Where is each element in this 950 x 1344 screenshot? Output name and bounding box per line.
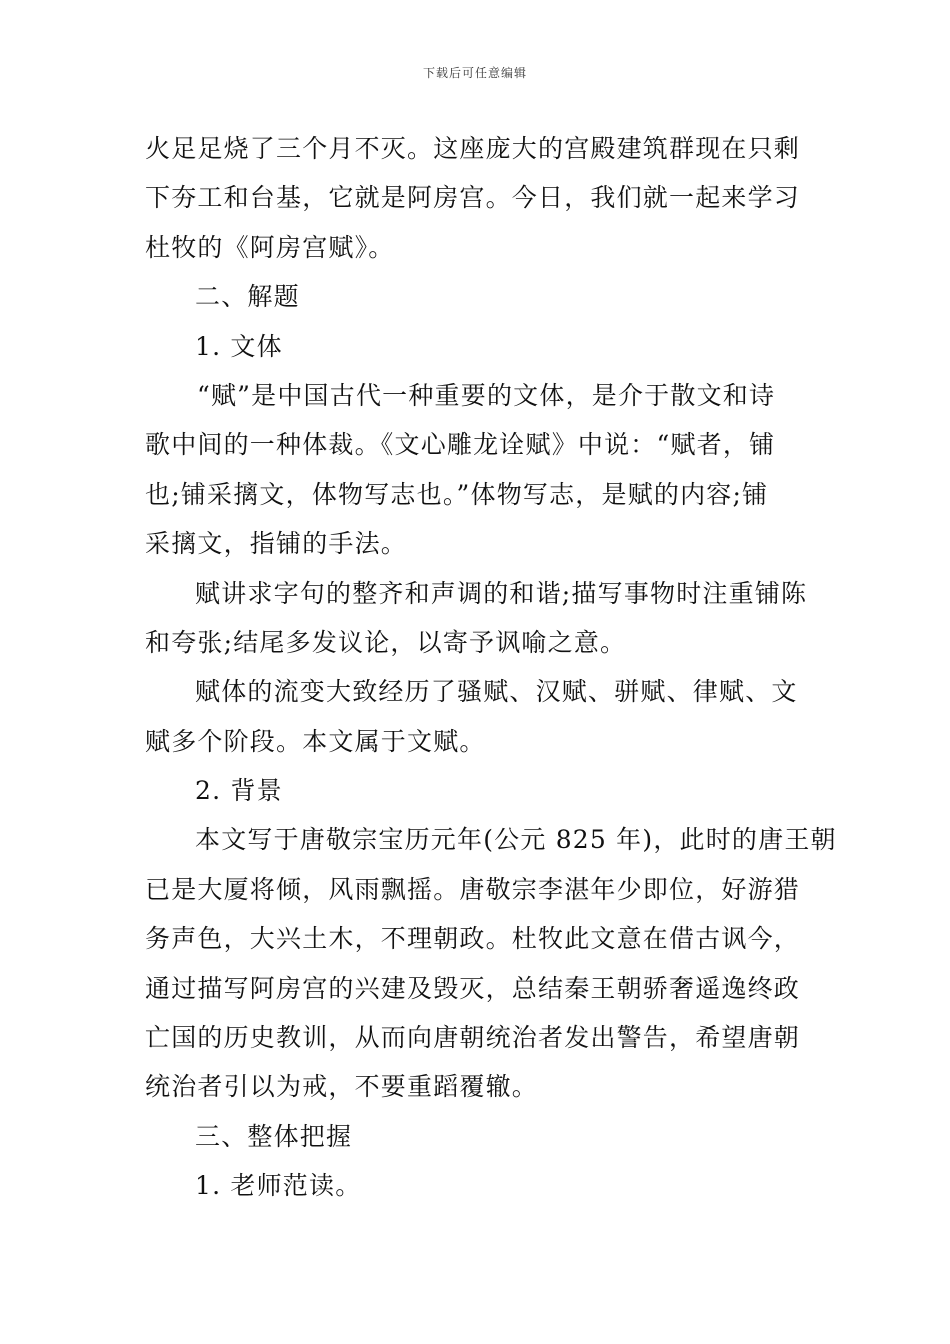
- paragraph-start-line: “赋”是中国古代一种重要的文体，是介于散文和诗: [197, 380, 776, 410]
- text-line: 和夸张;结尾多发议论，以寄予讽喻之意。: [145, 627, 627, 657]
- text-line: 采摛文，指铺的手法。: [145, 529, 408, 559]
- text-line: 亡国的历史教训，从而向唐朝统治者发出警告，希望唐朝: [145, 1023, 801, 1053]
- text-line: 已是大厦将倾，风雨飘摇。唐敬宗李湛年少即位，好游猎: [145, 874, 801, 904]
- page-header: 下载后可任意编辑: [422, 66, 527, 80]
- document-body: [145, 124, 837, 1211]
- text-line: 下夯工和台基，它就是阿房宫。今日，我们就一起来学习: [145, 183, 801, 213]
- paragraph-start-line: 赋讲求字句的整齐和声调的和谐;描写事物时注重铺陈: [195, 578, 808, 608]
- text-line: 歌中间的一种体裁。《文心雕龙诠赋》中说：“赋者，铺: [145, 430, 776, 460]
- text-line: 也;铺采摛文，体物写志也。”体物写志，是赋的内容;铺: [145, 479, 769, 509]
- paragraph-start-line: 赋体的流变大致经历了骚赋、汉赋、骈赋、律赋、文: [195, 677, 798, 707]
- text-line: 通过描写阿房宫的兴建及毁灭，总结秦王朝骄奢遥逸终政: [145, 973, 801, 1003]
- subsection-heading: 1. 老师范读。: [195, 1171, 362, 1201]
- text-line: 赋多个阶段。本文属于文赋。: [145, 726, 486, 756]
- section-heading: 二、解题: [195, 282, 300, 312]
- text-line: 火足足烧了三个月不灭。这座庞大的宫殿建筑群现在只剩: [145, 134, 801, 163]
- text-line: 务声色，大兴土木，不理朝政。杜牧此文意在借古讽今，: [145, 924, 801, 954]
- subsection-heading: 2. 背景: [195, 776, 283, 806]
- subsection-heading: 1. 文体: [195, 331, 283, 361]
- paragraph-start-line: 本文写于唐敬宗宝历元年(公元 825 年)，此时的唐王朝: [195, 825, 837, 855]
- text-line: 统治者引以为戒，不要重蹈覆辙。: [145, 1072, 539, 1102]
- section-heading: 三、整体把握: [195, 1121, 353, 1151]
- text-line: 杜牧的《阿房宫赋》。: [145, 232, 395, 262]
